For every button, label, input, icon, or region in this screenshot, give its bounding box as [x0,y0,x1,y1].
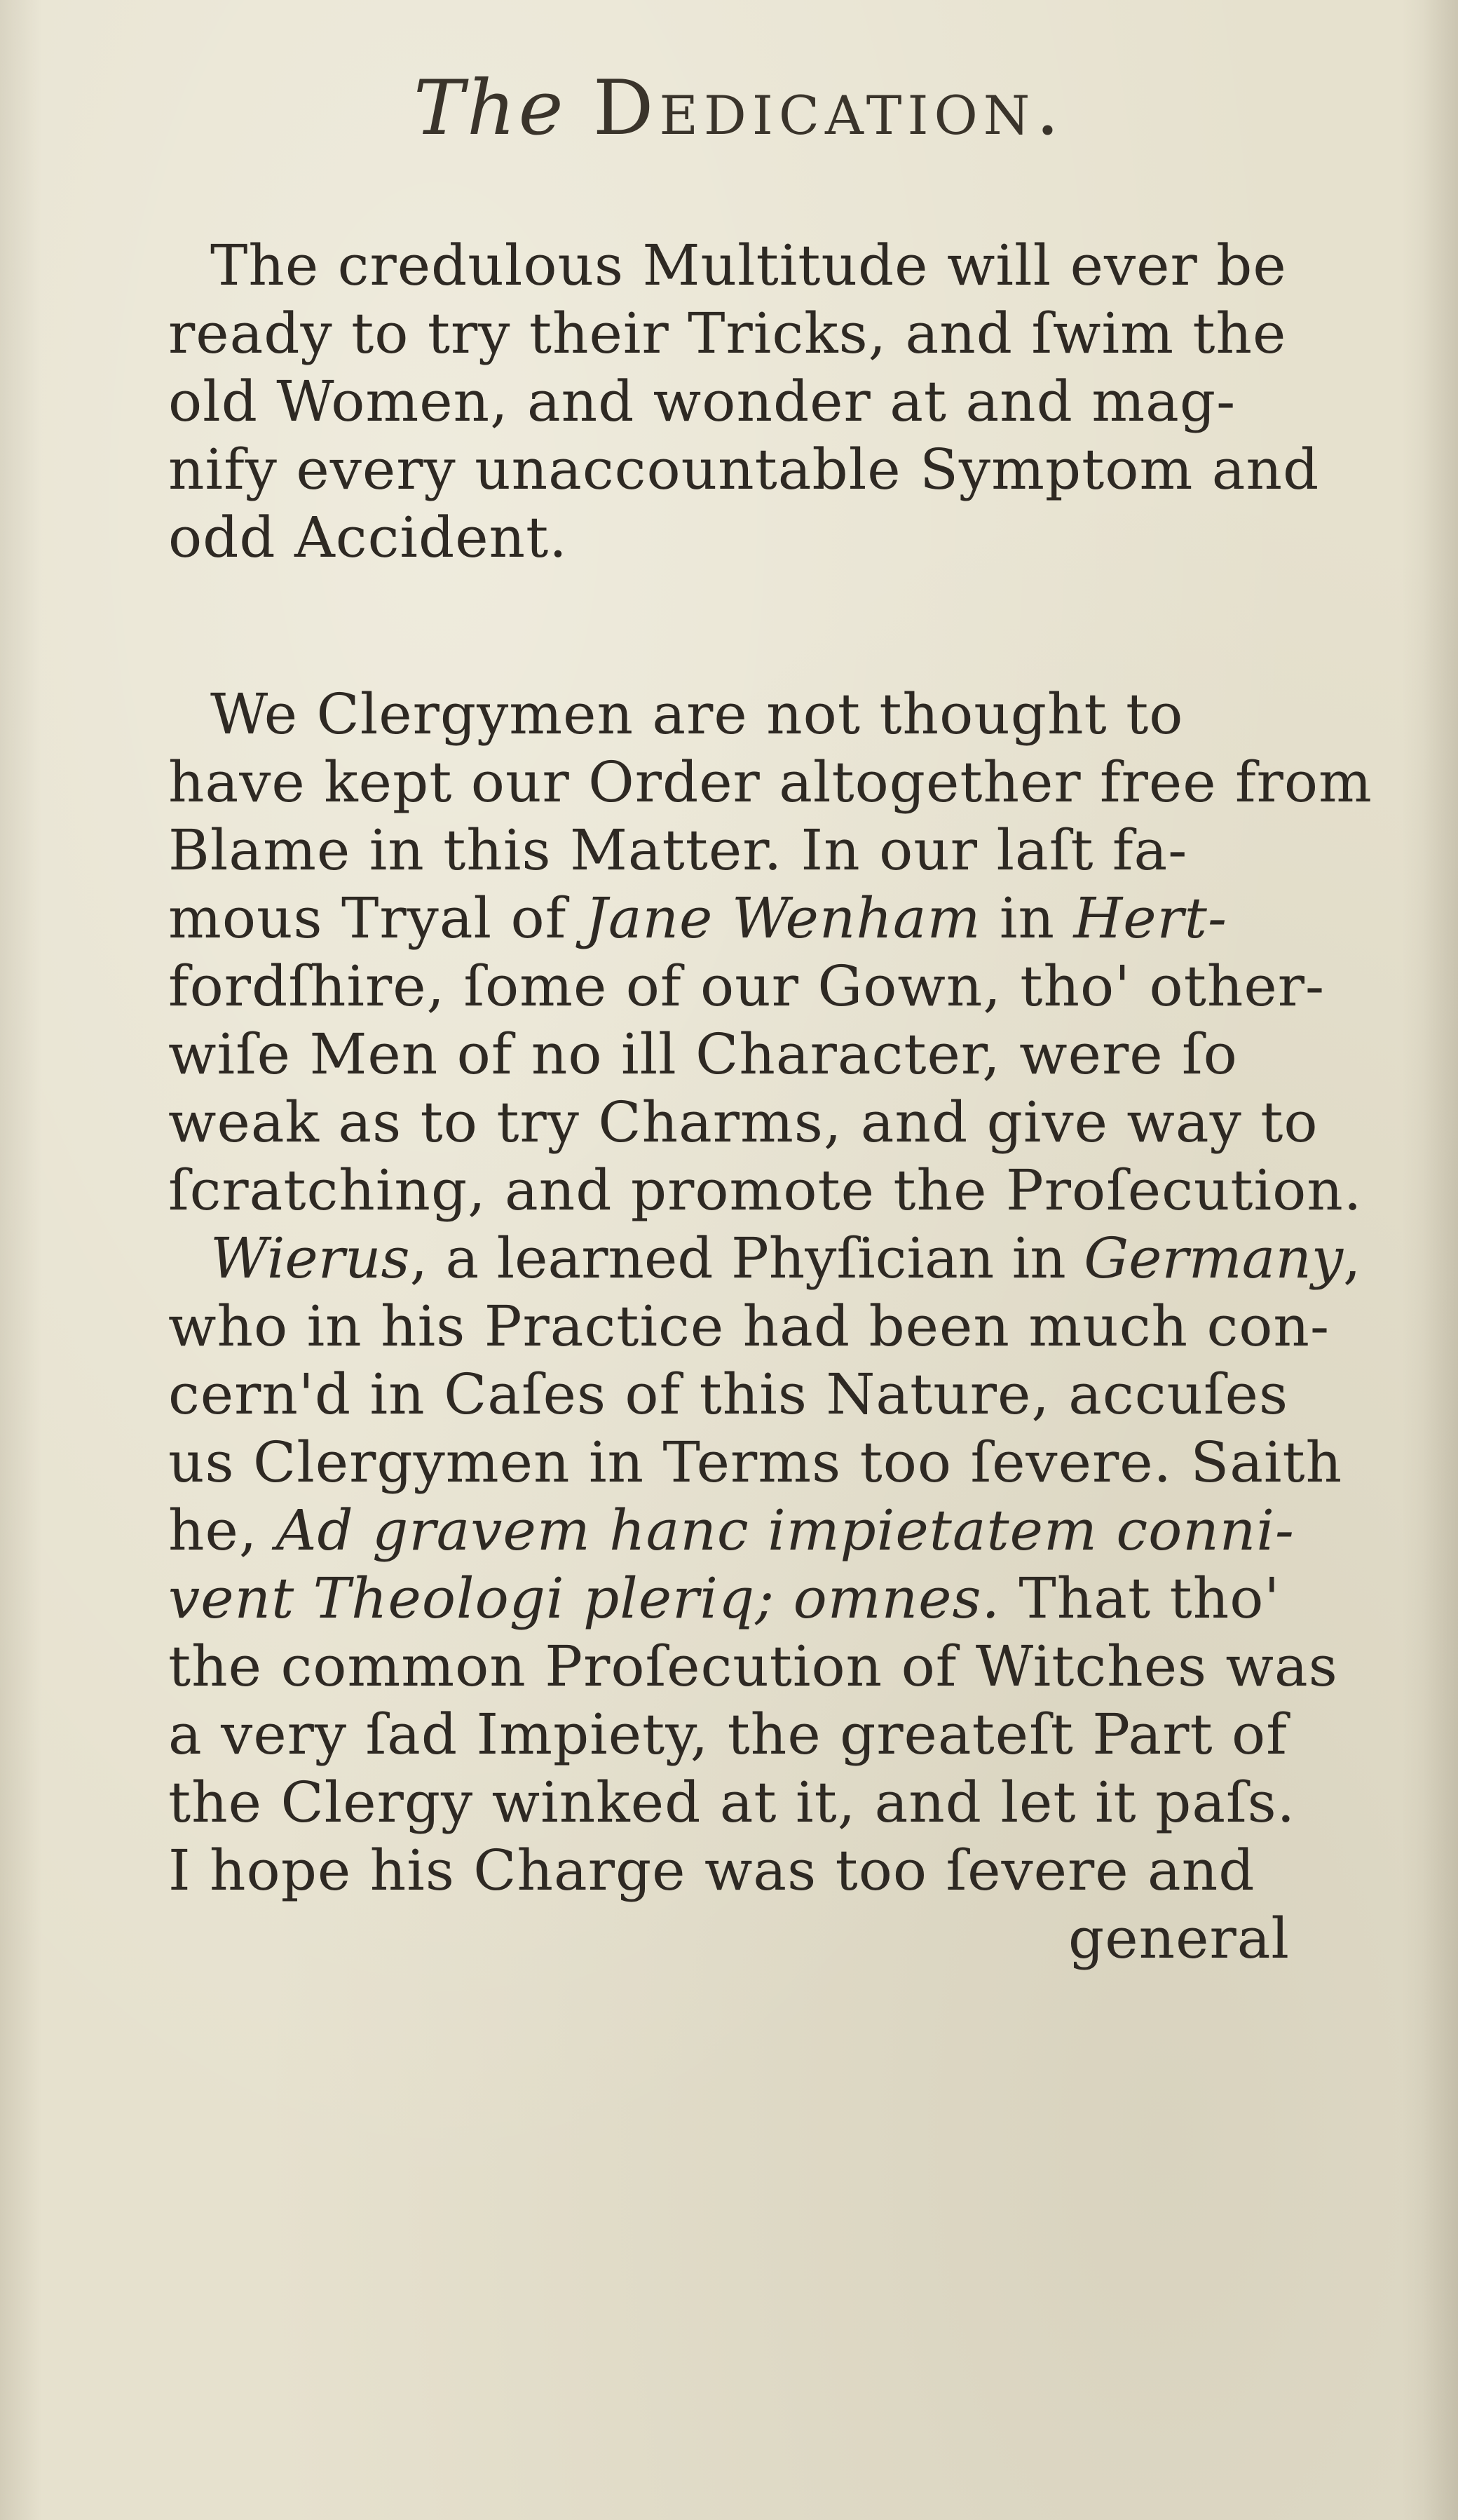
paragraph-gap [168,571,1374,680]
text-line: cern'd in Caſes of this Nature, accuſes [168,1362,1289,1427]
paragraph-credulous-multitude [168,231,1374,571]
text-line-tryal [168,884,1374,952]
running-head-the: The [414,65,566,152]
text-line: ready to try their Tricks, and ſwim the [168,301,1287,366]
text-line: I hope his Charge was too ſevere and [168,1838,1255,1903]
wierus-comma: , [1343,1226,1361,1291]
running-head-title: Dedication. [592,65,1065,152]
text-line: the common Proſecution of Witches was [168,1634,1338,1699]
text-line: We Clergymen are not thought to [210,682,1184,747]
text-line: weak as to try Charms, and give way to [168,1090,1319,1155]
tryal-place-joiner: in [981,886,1074,951]
text-line: odd Accident. [168,505,568,570]
paragraph-we-clergymen [168,680,1374,1904]
body-text [168,231,1374,1972]
tryal-name: Jane Wenham [585,886,981,951]
text-line: a very ſad Impiety, the greateſt Part of [168,1702,1288,1767]
text-line: who in his Practice had been much con- [168,1294,1330,1359]
text-line: have kept our Order altogether free from [168,750,1372,815]
text-line-latin-1 [168,1496,1374,1564]
text-line: The credulous Multitude will ever be [210,233,1287,298]
wierus-name: Wierus [210,1226,410,1291]
text-line-latin-2 [168,1564,1374,1632]
that-tho-text: That tho' [1000,1566,1281,1631]
text-line: the Clergy winked at it, and let it paſs. [168,1770,1296,1835]
text-line: wiſe Men of no ill Character, were ſo [168,1022,1238,1087]
latin-quote-1: Ad gravem hanc impietatem conni- [275,1498,1295,1563]
latin-quote-2: vent Theologi pleriq; omnes. [168,1566,1000,1631]
wierus-description: , a learned Phyſician in [409,1226,1084,1291]
text-line-wierus [168,1224,1374,1292]
text-line: old Women, and wonder at and mag- [168,369,1236,434]
text-line: nify every unaccountable Symptom and [168,437,1320,502]
text-line: us Clergymen in Terms too ſevere. Saith [168,1430,1343,1495]
catchword: general [1068,1906,1290,1971]
tryal-lead-text: mous Tryal of [168,886,585,951]
text-line: fordſhire, ſome of our Gown, tho' other- [168,954,1325,1019]
saith-he-text: he, [168,1498,276,1563]
tryal-place: Hert- [1073,886,1227,951]
germany-name: Germany [1084,1226,1344,1291]
page-edge-shadow [1402,0,1458,2520]
running-head [414,56,1255,161]
text-line: ſcratching, and promote the Proſecution. [168,1158,1363,1223]
text-line: Blame in this Matter. In our laſt fa- [168,818,1188,883]
